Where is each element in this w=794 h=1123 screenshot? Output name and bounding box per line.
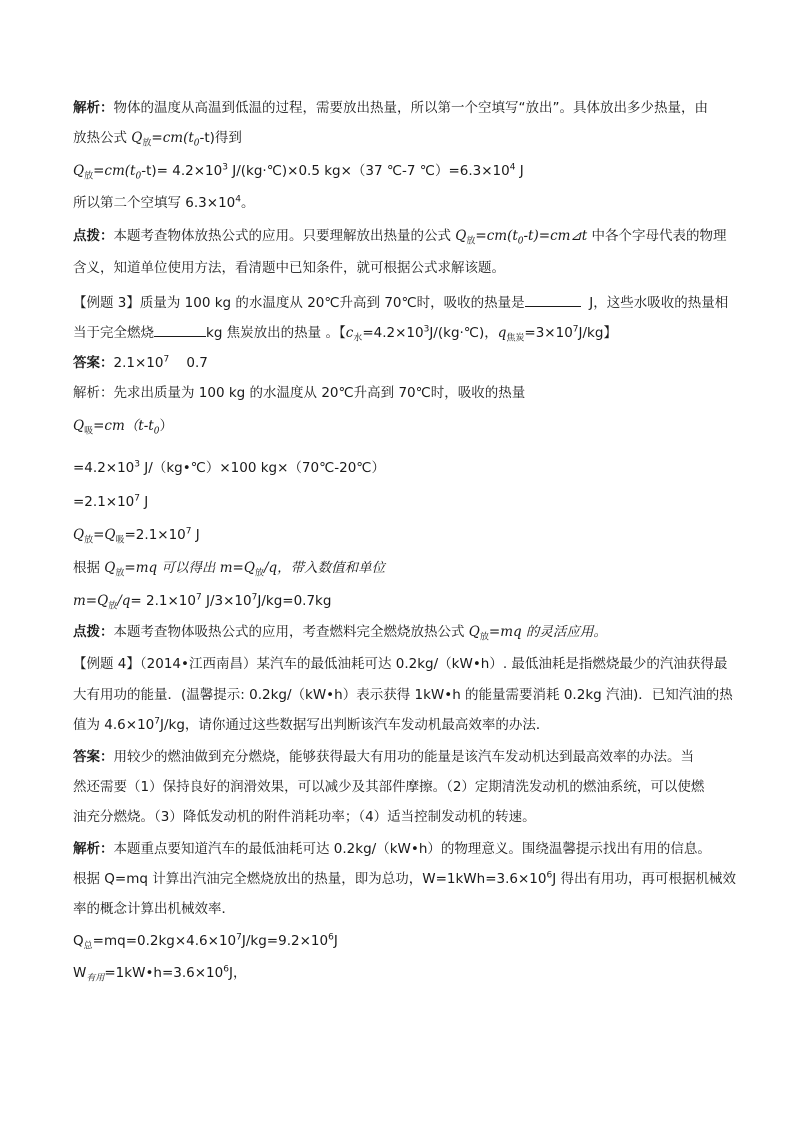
example-4-answer-2: 然还需要（1）保持良好的润滑效果，可以减少及其部件摩擦。（2）定期清洗发动机的燃油系统，可以使燃 xyxy=(73,779,705,795)
analysis-label: 解析： xyxy=(73,841,114,857)
formula-intro: 放热公式 $Q_放=cm(t_0-t)$得到 xyxy=(73,130,242,149)
example-4-line-3: 值为 $4.6\times 10^7J/kg$，请你通过这些数据写出判断该汽车发动机最高效率的办法． xyxy=(73,716,550,733)
answer-blank xyxy=(154,321,206,337)
answer-label: 答案： xyxy=(73,355,114,371)
example-4-analysis-3: 率的概念计算出机械效率． xyxy=(73,901,235,917)
tip-label: 点拨： xyxy=(73,228,114,244)
tip-line-3: 点拨：本题考查物体吸热公式的应用，考查燃料完全燃烧放热公式 $Q_放=mq$ 的灵活应用。 xyxy=(73,624,607,643)
tip-line-1: 点拨：本题考查物体放热公式的应用。只要理解放出热量的公式 $Q_放=cm(t_0-t)=cm⊿t$ 中各个字母代表的物理 xyxy=(73,228,727,247)
absorb-formula: $Q_吸=cm(t-t_0)$ xyxy=(73,418,173,437)
example-4-analysis-2: 根据 Q=mq 计算出汽油完全燃烧放出的热量，即为总功，$W=1kWh=3.6\times 10^6J$ 得出有用功，再可根据机械效 xyxy=(73,870,736,887)
example-4-answer-3: 油充分燃烧。（3）降低发动机的附件消耗功率；（4）适当控制发动机的转速。 xyxy=(73,809,536,825)
example-4-line-1: 【例题 4】（2014•江西南昌）某汽车的最低油耗可达 0.2kg/（kW•h）. 最低油耗是指燃烧最少的汽油获得最 xyxy=(73,656,728,672)
formula-calculation: $Q_放=cm(t_0-t)= 4.2\times 10^3$ J/(kg·℃)×0.5 kg×（37 ℃-7 $℃)=6.3\times 10^4$ J xyxy=(73,162,524,182)
analysis-line-1: 解析：物体的温度从高温到低温的过程，需要放出热量，所以第一个空填写“放出”。具体放出多少热量，由 xyxy=(73,100,708,116)
answer-label: 答案： xyxy=(73,749,114,765)
total-work-calculation: $Q_总=mq=0.2kg\times 4.6\times 10^7J/kg=9.2\times 10^6J$ xyxy=(73,932,338,952)
second-blank-answer: 所以第二个空填写 $6.3\times 10^4$。 xyxy=(73,194,255,211)
answer-blank xyxy=(525,291,581,307)
mass-calculation: $m=Q_放/q= 2.1\times 10^7$ $J/3\times 10^7J/kg=0.7kg$ xyxy=(73,592,332,612)
heat-equality: $Q_放=Q_吸=2.1\times 10^7$ J xyxy=(73,526,200,546)
example-4-answer-1: 答案：用较少的燃油做到充分燃烧，能够获得最大有用功的能量是该汽车发动机达到最高效率的办法。当 xyxy=(73,749,694,765)
absorb-result: $=2.1\times 10^7$ J xyxy=(73,493,149,510)
analysis-label: 解析： xyxy=(73,100,114,116)
tip-line-2: 含义，知道单位使用方法，看清题中已知条件，就可根据公式求解该题。 xyxy=(73,260,505,276)
example-3-answer: 答案：$2.1\times 10^7$ 0.7 xyxy=(73,354,208,371)
example-4-line-2: 大有用功的能量．(温馨提示: 0.2kg/（kW•h）表示获得 1kW•h 的能量需要消耗 0.2kg 汽油)．已知汽油的热 xyxy=(73,687,733,703)
useful-work-calculation: $W_{有用}=1kW•h=3.6\times 10^6J$， xyxy=(73,964,247,984)
absorb-substitution: $=4.2\times 10^3$ J/（kg•℃）×100 kg×（70℃-20℃） xyxy=(73,459,385,476)
example-3-line-1: 【例题 3】质量为 100 kg 的水温度从 20℃升高到 70℃时，吸收的热量是 J，这些水吸收的热量相 xyxy=(73,291,728,313)
example-3-line-2: 当于完全燃烧 kg 焦炭放出的热量 。【$c_水=4.2\times 10^3J/(kg\cdot℃)$，$q_{焦炭}=3\times 10^7J/kg$】 xyxy=(73,321,617,343)
mass-derivation: 根据 $Q_放=mq$ 可以得出 $m=Q_放/q$，带入数值和单位 xyxy=(73,560,386,579)
example-3-analysis: 解析：先求出质量为 100 kg 的水温度从 20℃升高到 70℃时，吸收的热量 xyxy=(73,385,526,401)
tip-label: 点拨： xyxy=(73,624,114,640)
example-4-analysis-1: 解析：本题重点要知道汽车的最低油耗可达 0.2kg/（kW•h）的物理意义。围绕温馨提示找出有用的信息。 xyxy=(73,841,711,857)
